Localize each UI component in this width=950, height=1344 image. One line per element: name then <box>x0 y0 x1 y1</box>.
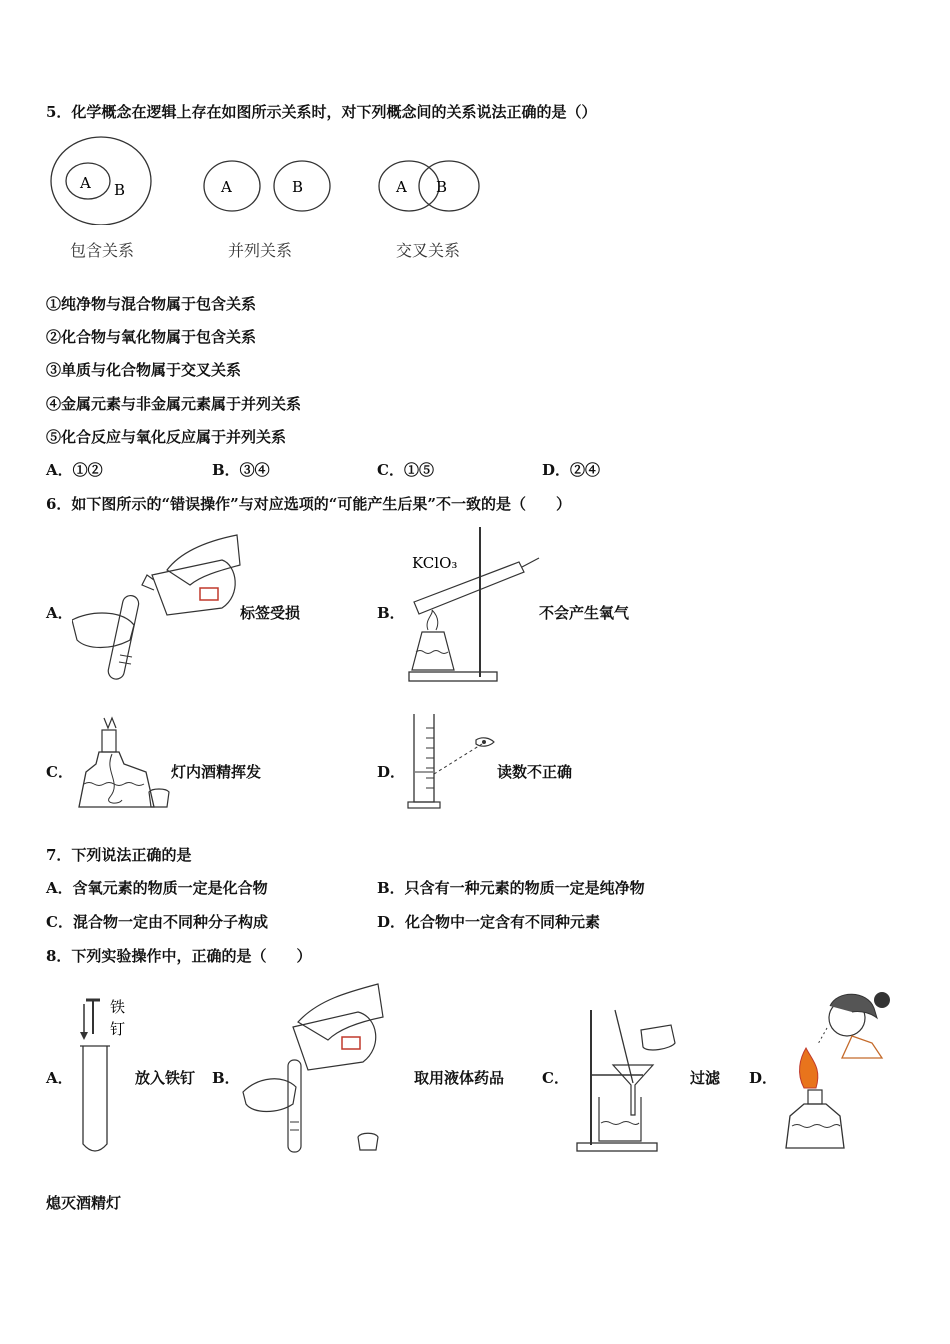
q6-option-b-letter[interactable]: B． <box>377 604 405 622</box>
q5-option-d[interactable]: D．②④ <box>542 461 601 479</box>
graduated-cylinder-figure <box>404 710 499 815</box>
q6-option-d-result: 读数不正确 <box>497 763 573 781</box>
q7-option-d[interactable]: D．化合物中一定含有不同种元素 <box>377 913 601 931</box>
contain-a-label: A <box>80 174 91 192</box>
nail-label-2: 钉 <box>110 1020 126 1038</box>
label-cross: 交叉关系 <box>396 241 461 260</box>
q8-option-b-text: 取用液体药品 <box>414 1069 505 1087</box>
q6-option-c-result: 灯内酒精挥发 <box>171 763 262 781</box>
q5-statement-4: ④金属元素与非金属元素属于并列关系 <box>46 395 302 413</box>
q8-stem: 8．下列实验操作中，正确的是（ ） <box>46 947 312 965</box>
q7-option-b[interactable]: B．只含有一种元素的物质一定是纯净物 <box>377 879 645 897</box>
q7-option-c[interactable]: C．混合物一定由不同种分子构成 <box>46 913 268 931</box>
q5-option-b[interactable]: B．③④ <box>212 461 270 479</box>
parallel-b-label: B <box>292 178 304 196</box>
cross-a-label: A <box>396 178 407 196</box>
q5-statement-2: ②化合物与氧化物属于包含关系 <box>46 328 257 346</box>
q6-stem: 6．如下图所示的“错误操作”与对应选项的“可能产生后果”不一致的是（ ） <box>46 495 571 513</box>
q5-relation-diagram <box>44 135 484 225</box>
pour-liquid-figure <box>72 530 242 685</box>
q5-statement-3: ③单质与化合物属于交叉关系 <box>46 361 242 379</box>
q5-statement-1: ①纯净物与混合物属于包含关系 <box>46 295 257 313</box>
q5-option-a[interactable]: A．①② <box>46 461 103 479</box>
parallel-a-label: A <box>221 178 232 196</box>
parallel-diagram <box>204 161 330 211</box>
pour-liquid-correct-figure <box>238 982 398 1157</box>
q8-option-c-letter[interactable]: C． <box>542 1069 569 1087</box>
q8-option-a-text: 放入铁钉 <box>135 1069 196 1087</box>
q6-option-b-result: 不会产生氧气 <box>539 604 630 622</box>
q8-option-d-text: 熄灭酒精灯 <box>46 1194 122 1212</box>
q5-option-c[interactable]: C．①⑤ <box>377 461 434 479</box>
q8-option-d-letter[interactable]: D． <box>749 1069 778 1087</box>
label-contain: 包含关系 <box>70 241 135 260</box>
q8-option-c-text: 过滤 <box>690 1069 721 1087</box>
alcohol-lamp-open-figure <box>74 712 174 814</box>
contain-diagram <box>51 137 151 225</box>
q6-option-c-letter[interactable]: C． <box>46 763 73 781</box>
q5-stem: 5．化学概念在逻辑上存在如图所示关系时，对下列概念间的关系说法正确的是（） <box>46 103 597 121</box>
q7-stem: 7．下列说法正确的是 <box>46 846 192 864</box>
cross-diagram <box>379 161 479 211</box>
kclo3-heating-figure <box>404 522 544 687</box>
q5-statement-5: ⑤化合反应与氧化反应属于并列关系 <box>46 428 287 446</box>
q6-option-d-letter[interactable]: D． <box>377 763 406 781</box>
q7-option-a[interactable]: A．含氧元素的物质一定是化合物 <box>46 879 268 897</box>
q8-option-a-letter[interactable]: A． <box>46 1069 73 1087</box>
nail-label-1: 铁 <box>110 998 126 1016</box>
kclo3-label: KClO₃ <box>412 554 458 572</box>
cross-b-label: B <box>436 178 448 196</box>
blow-out-lamp-figure <box>782 988 892 1153</box>
test-tube-nail-figure <box>74 992 134 1157</box>
q8-option-b-letter[interactable]: B． <box>212 1069 240 1087</box>
contain-b-label: B <box>114 181 126 199</box>
q6-option-a-letter[interactable]: A． <box>46 604 73 622</box>
filtration-figure <box>573 1005 683 1155</box>
label-parallel: 并列关系 <box>228 241 293 260</box>
q6-option-a-result: 标签受损 <box>240 604 301 622</box>
